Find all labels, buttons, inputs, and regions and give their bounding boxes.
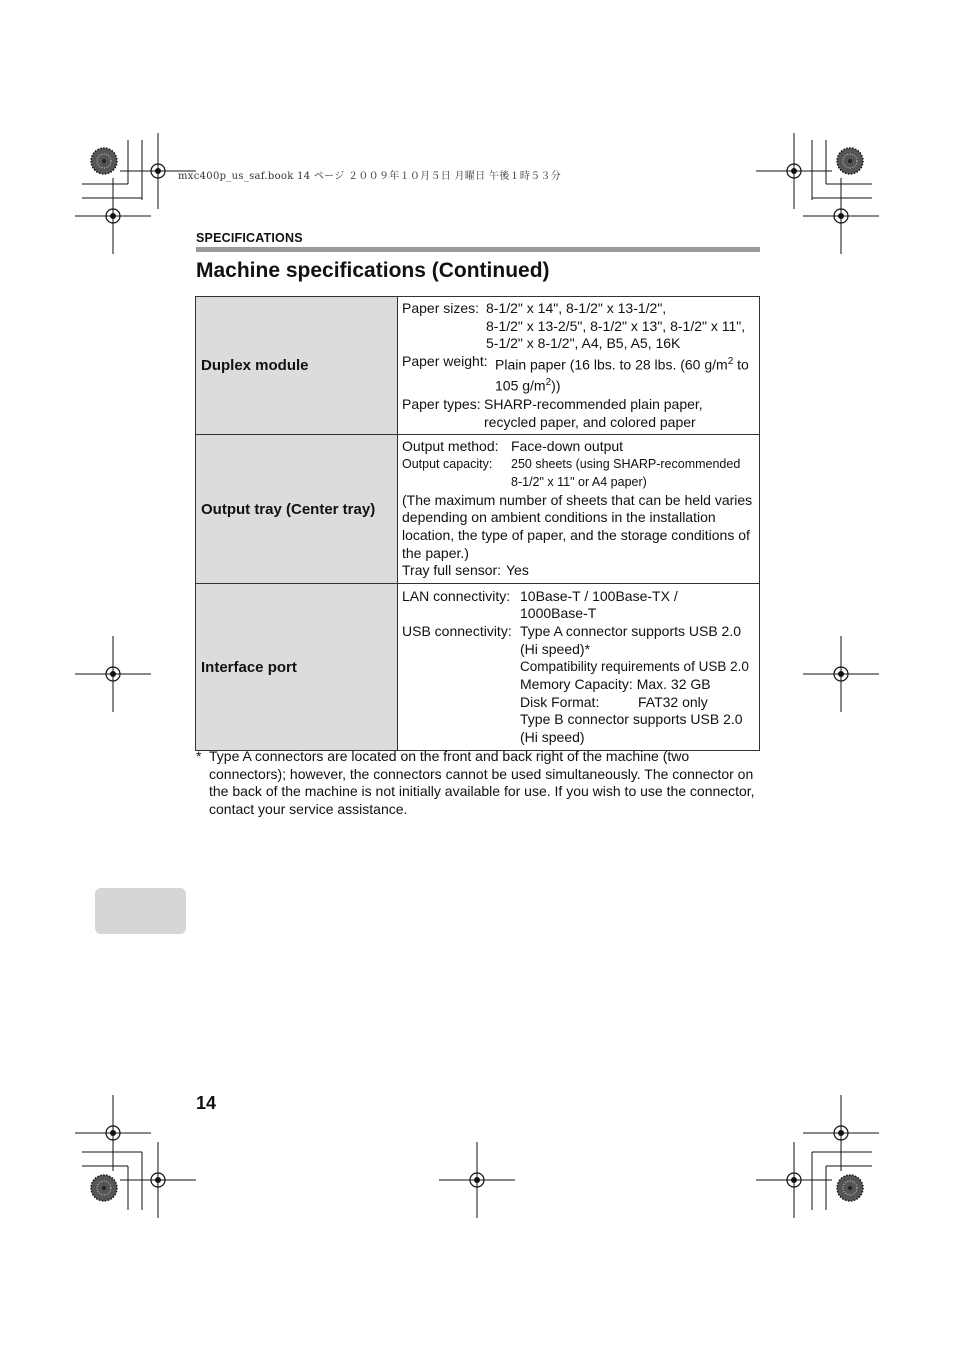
- spec-value: Compatibility requirements of USB 2.0: [520, 659, 749, 675]
- spec-value: 8-1/2" x 11" or A4 paper): [511, 474, 647, 489]
- row-value: [398, 297, 760, 435]
- spec-value: [402, 694, 755, 712]
- spec-value: 250 sheets (using SHARP-recommended: [511, 457, 741, 472]
- row-value: [398, 435, 760, 584]
- chapter-tab: [95, 888, 186, 934]
- spec-note: (The maximum number of sheets that can be held varies depending on ambient conditions in the installation location, the type of paper, and the storage conditions of the paper.): [402, 491, 753, 561]
- spec-key: Disk Format:: [520, 693, 600, 710]
- spec-value: 5-1/2" x 8-1/2", A4, B5, A5, 16K: [486, 335, 681, 352]
- spec-value: 8-1/2" x 14", 8-1/2" x 13-1/2",: [486, 300, 667, 316]
- spec-text: 105 g/m: [495, 378, 546, 395]
- spec-value: Memory Capacity: Max. 32 GB: [520, 676, 711, 693]
- spec-key: Output capacity:: [402, 457, 493, 472]
- page-number: 14: [196, 1093, 217, 1113]
- printer-slug-line: mxc400p_us_saf.book 14 ページ ２００９年１０月５日 月曜日 午後１時５３分: [178, 171, 562, 182]
- table-row: [196, 435, 760, 584]
- spec-value: SHARP-recommended plain paper,: [484, 395, 703, 412]
- spec-key: Tray full sensor:: [402, 562, 502, 579]
- superscript: 2: [545, 377, 552, 389]
- spec-value: 10Base-T / 100Base-TX /: [520, 587, 678, 604]
- superscript: 2: [727, 356, 734, 368]
- spec-key: USB connectivity:: [402, 622, 512, 639]
- spec-text: Plain paper (16 lbs. to 28 lbs. (60 g/m: [495, 356, 728, 373]
- row-label: Interface port: [196, 584, 398, 751]
- spec-value: FAT32 only: [638, 693, 708, 710]
- spec-value: [495, 353, 755, 374]
- spec-value: 1000Base-T: [520, 605, 597, 622]
- spec-key: Output method:: [402, 438, 499, 455]
- section-label: SPECIFICATIONS: [196, 231, 303, 245]
- table-row: [196, 584, 760, 751]
- row-label: Output tray (Center tray): [196, 435, 398, 584]
- spec-key: Paper weight:: [402, 353, 488, 370]
- page-title: Machine specifications (Continued): [196, 259, 550, 282]
- spec-key: LAN connectivity:: [402, 587, 511, 604]
- spec-value: Yes: [506, 562, 529, 579]
- spec-text: to: [733, 356, 749, 373]
- spec-value: Type B connector supports USB 2.0: [520, 711, 743, 728]
- spec-value: (Hi speed): [520, 729, 585, 746]
- spec-key: Paper sizes:: [402, 300, 480, 316]
- spec-key: Paper types:: [402, 395, 481, 412]
- spec-value: recycled paper, and colored paper: [484, 413, 696, 430]
- footnote-text: Type A connectors are located on the front and back right of the machine (two connectors); however, the connectors cannot be used simultaneously. The connector on the back of the machine is not initially available for use. If you wish to use the connector, contact your service assistance.: [209, 748, 755, 818]
- spec-value: 8-1/2" x 13-2/5", 8-1/2" x 13", 8-1/2" x 11",: [486, 317, 746, 334]
- spec-value: [402, 374, 755, 395]
- spec-text: )): [551, 378, 561, 395]
- footnote-mark: *: [196, 748, 202, 764]
- spec-value: (Hi speed)*: [520, 640, 591, 657]
- table-row: [196, 297, 760, 435]
- row-value: [398, 584, 760, 751]
- section-divider: [196, 247, 760, 252]
- spec-value: Type A connector supports USB 2.0: [520, 622, 742, 639]
- spec-value: Face-down output: [511, 438, 624, 455]
- specifications-table: [195, 296, 760, 751]
- row-label: Duplex module: [196, 297, 398, 435]
- footnote: [196, 748, 760, 819]
